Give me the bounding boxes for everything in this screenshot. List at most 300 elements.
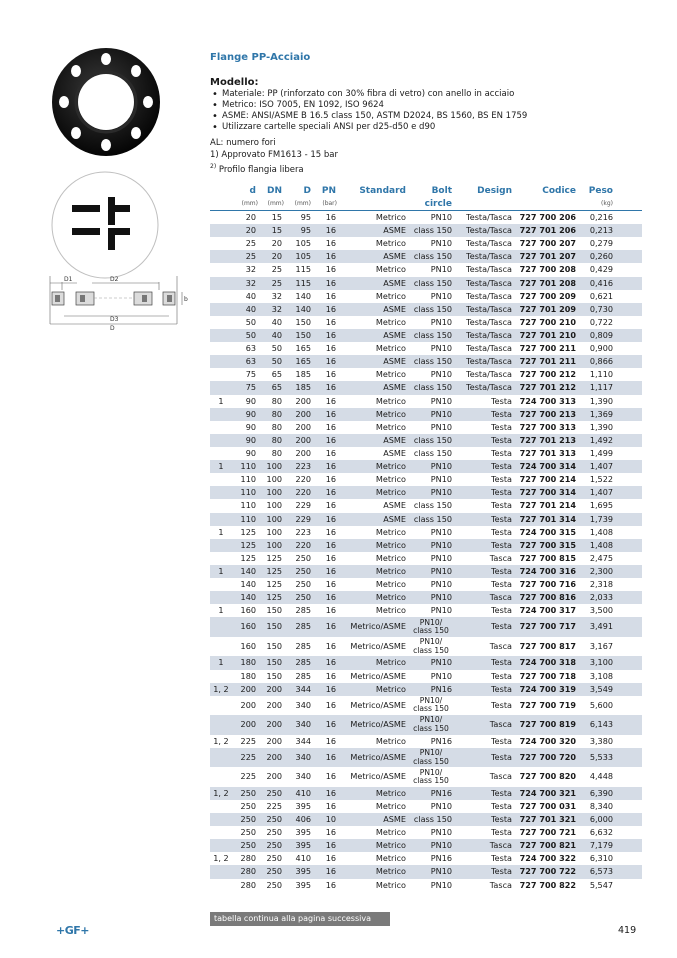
d-cell: 225 xyxy=(240,771,256,782)
header-dn: DN xyxy=(266,186,282,196)
bolt-circle-cell: PN10 xyxy=(430,212,452,222)
code-cell: 727 700 721 xyxy=(519,827,576,838)
D-cell: 150 xyxy=(295,329,311,340)
pn-cell: 16 xyxy=(325,787,336,798)
pn-cell: 16 xyxy=(325,264,336,275)
code-cell: 727 701 313 xyxy=(519,447,576,458)
standard-cell: ASME xyxy=(383,225,406,236)
design-cell: Testa xyxy=(491,670,512,681)
dn-cell: 100 xyxy=(266,539,282,550)
table-row xyxy=(210,565,642,578)
table-header xyxy=(210,186,642,200)
d-cell: 110 xyxy=(240,513,256,524)
standard-cell: Metrico xyxy=(375,461,406,472)
pn-cell: 16 xyxy=(325,343,336,354)
code-cell: 727 701 207 xyxy=(519,251,576,262)
d-cell: 50 xyxy=(245,316,256,327)
design-cell: Testa/Tasca xyxy=(466,290,512,301)
flange-dimension-drawing xyxy=(44,270,194,336)
pn-cell: 16 xyxy=(325,539,336,550)
d-cell: 75 xyxy=(245,369,256,380)
D-cell: 250 xyxy=(295,592,311,603)
bolt-circle-cell: PN10 xyxy=(430,316,452,327)
pn-cell: 16 xyxy=(325,719,336,730)
D-cell: 229 xyxy=(295,500,311,511)
standard-cell: Metrico/ASME xyxy=(350,699,406,710)
table-row xyxy=(210,787,642,800)
pn-cell: 16 xyxy=(325,879,336,890)
bolt-circle-cell: PN10/ class 150 xyxy=(413,748,449,766)
weight-cell: 1,110 xyxy=(589,369,613,380)
header-bolt-circle: circle xyxy=(424,199,452,209)
D-cell: 340 xyxy=(295,719,311,730)
weight-cell: 0,260 xyxy=(589,251,613,262)
D-cell: 200 xyxy=(295,447,311,458)
code-cell: 724 700 315 xyxy=(519,526,576,537)
pn-cell: 16 xyxy=(325,670,336,681)
D-cell: 340 xyxy=(295,771,311,782)
dn-cell: 125 xyxy=(266,579,282,590)
bolt-circle-cell: PN10 xyxy=(430,657,452,668)
standard-cell: ASME xyxy=(383,277,406,288)
weight-cell: 6,310 xyxy=(589,853,613,864)
code-cell: 727 700 212 xyxy=(519,369,576,380)
standard-cell: ASME xyxy=(383,303,406,314)
dn-cell: 65 xyxy=(271,382,282,393)
d-cell: 250 xyxy=(240,827,256,838)
D-cell: 395 xyxy=(295,866,311,877)
dn-cell: 250 xyxy=(266,814,282,825)
code-cell: 724 700 318 xyxy=(519,657,576,668)
weight-cell: 1,390 xyxy=(589,421,613,432)
weight-cell: 3,100 xyxy=(589,657,613,668)
design-cell: Testa xyxy=(491,487,512,498)
bolt-circle-cell: PN10 xyxy=(430,552,452,563)
weight-cell: 3,167 xyxy=(589,640,613,651)
dn-cell: 150 xyxy=(266,640,282,651)
design-cell: Testa xyxy=(491,735,512,746)
weight-cell: 6,000 xyxy=(589,814,613,825)
bolt-circle-cell: PN16 xyxy=(430,683,452,694)
dn-cell: 40 xyxy=(271,316,282,327)
notes xyxy=(210,138,338,176)
dn-cell: 200 xyxy=(266,735,282,746)
table-row xyxy=(210,670,642,683)
bolt-circle-cell: class 150 xyxy=(413,277,452,288)
D-cell: 285 xyxy=(295,621,311,632)
pn-cell: 16 xyxy=(325,827,336,838)
bolt-circle-cell: PN10/ class 150 xyxy=(413,695,449,714)
weight-cell: 6,390 xyxy=(589,787,613,798)
D-cell: 115 xyxy=(295,277,311,288)
table-row xyxy=(210,839,642,852)
header-D: D xyxy=(303,186,311,196)
D-cell: 165 xyxy=(295,356,311,367)
d-cell: 75 xyxy=(245,382,256,393)
design-cell: Testa xyxy=(491,461,512,472)
code-cell: 724 700 314 xyxy=(519,461,576,472)
table-row xyxy=(210,852,642,865)
d-cell: 125 xyxy=(240,526,256,537)
header-d: d xyxy=(249,186,256,196)
pn-cell: 16 xyxy=(325,290,336,301)
weight-cell: 0,866 xyxy=(589,356,613,367)
table-row xyxy=(210,499,642,512)
d-cell: 32 xyxy=(245,277,256,288)
D-cell: 223 xyxy=(295,526,311,537)
pn-cell: 16 xyxy=(325,579,336,590)
d-cell: 180 xyxy=(240,657,256,668)
design-cell: Testa xyxy=(491,683,512,694)
table-row xyxy=(210,715,642,735)
d-label: D xyxy=(110,325,115,332)
d-cell: 125 xyxy=(240,552,256,563)
d3-label: D3 xyxy=(110,316,119,323)
bolt-circle-cell: PN10/ class 150 xyxy=(413,767,449,786)
dn-cell: 100 xyxy=(266,461,282,472)
code-cell: 724 700 313 xyxy=(519,395,576,406)
pn-cell: 16 xyxy=(325,526,336,537)
note-cell: 1 xyxy=(218,605,224,616)
pn-cell: 16 xyxy=(325,277,336,288)
standard-cell: Metrico xyxy=(375,866,406,877)
table-row xyxy=(210,696,642,716)
standard-cell: ASME xyxy=(383,382,406,393)
code-cell: 727 701 206 xyxy=(519,225,576,236)
D-cell: 250 xyxy=(295,579,311,590)
weight-cell: 5,547 xyxy=(589,879,613,890)
unit-pn: (bar) xyxy=(322,200,337,207)
bolt-circle-cell: PN10 xyxy=(430,800,452,811)
dn-cell: 250 xyxy=(266,827,282,838)
note-cell: 1 xyxy=(218,461,224,472)
note-cell: 1 xyxy=(218,657,224,668)
code-cell: 727 700 214 xyxy=(519,474,576,485)
standard-cell: Metrico/ASME xyxy=(350,751,406,762)
D-cell: 200 xyxy=(295,434,311,445)
note-1: 1) Approvato FM1613 - 15 bar xyxy=(210,149,338,160)
design-cell: Tasca xyxy=(489,771,512,782)
D-cell: 185 xyxy=(295,382,311,393)
code-cell: 727 701 214 xyxy=(519,500,576,511)
table-row xyxy=(210,578,642,591)
design-cell: Testa xyxy=(491,579,512,590)
dn-cell: 100 xyxy=(266,526,282,537)
code-cell: 727 701 321 xyxy=(519,814,576,825)
d-cell: 250 xyxy=(240,840,256,851)
code-cell: 727 700 820 xyxy=(519,771,576,782)
code-cell: 727 701 213 xyxy=(519,434,576,445)
weight-cell: 1,492 xyxy=(589,434,613,445)
spec-bullet: • Utilizzare cartelle speciali ANSI per d25-d50 e d90 xyxy=(212,122,527,133)
d-cell: 90 xyxy=(245,434,256,445)
design-cell: Testa xyxy=(491,434,512,445)
design-cell: Tasca xyxy=(489,552,512,563)
d-cell: 25 xyxy=(245,251,256,262)
standard-cell: Metrico xyxy=(375,316,406,327)
pn-cell: 16 xyxy=(325,800,336,811)
code-cell: 727 700 314 xyxy=(519,487,576,498)
design-cell: Testa/Tasca xyxy=(466,343,512,354)
standard-cell: Metrico/ASME xyxy=(350,670,406,681)
weight-cell: 3,549 xyxy=(589,683,613,694)
design-cell: Testa xyxy=(491,605,512,616)
code-cell: 727 700 719 xyxy=(519,699,576,710)
note-cell: 1 xyxy=(218,565,224,576)
d-cell: 90 xyxy=(245,408,256,419)
standard-cell: Metrico/ASME xyxy=(350,640,406,651)
code-cell: 727 700 210 xyxy=(519,316,576,327)
dn-cell: 200 xyxy=(266,719,282,730)
table-row xyxy=(210,237,642,250)
weight-cell: 1,695 xyxy=(589,500,613,511)
dn-cell: 250 xyxy=(266,853,282,864)
pn-cell: 16 xyxy=(325,356,336,367)
weight-cell: 0,216 xyxy=(589,212,613,222)
d-cell: 110 xyxy=(240,487,256,498)
table-row xyxy=(210,552,642,565)
code-cell: 727 700 822 xyxy=(519,879,576,890)
D-cell: 165 xyxy=(295,343,311,354)
weight-cell: 2,300 xyxy=(589,565,613,576)
dn-cell: 225 xyxy=(266,800,282,811)
note-al: AL: numero fori xyxy=(210,138,276,148)
pn-cell: 16 xyxy=(325,751,336,762)
standard-cell: Metrico xyxy=(375,592,406,603)
pn-cell: 16 xyxy=(325,487,336,498)
bolt-circle-cell: PN10 xyxy=(430,592,452,603)
table-row xyxy=(210,656,642,669)
table-row xyxy=(210,408,642,421)
code-cell: 724 700 321 xyxy=(519,787,576,798)
weight-cell: 6,632 xyxy=(589,827,613,838)
dn-cell: 40 xyxy=(271,329,282,340)
standard-cell: Metrico xyxy=(375,264,406,275)
design-cell: Tasca xyxy=(489,719,512,730)
d-cell: 280 xyxy=(240,866,256,877)
bolt-circle-cell: PN10 xyxy=(430,605,452,616)
design-cell: Tasca xyxy=(489,592,512,603)
table-row xyxy=(210,473,642,486)
code-cell: 727 700 821 xyxy=(519,840,576,851)
dn-cell: 100 xyxy=(266,474,282,485)
weight-cell: 1,117 xyxy=(589,382,613,393)
weight-cell: 1,408 xyxy=(589,539,613,550)
pn-cell: 16 xyxy=(325,238,336,249)
weight-cell: 0,809 xyxy=(589,329,613,340)
table-row xyxy=(210,421,642,434)
design-cell: Testa xyxy=(491,539,512,550)
table-row xyxy=(210,800,642,813)
bolt-circle-cell: PN10 xyxy=(430,421,452,432)
note-cell: 1, 2 xyxy=(213,683,229,694)
header-peso: Peso xyxy=(588,186,613,196)
table-row xyxy=(210,539,642,552)
design-cell: Testa/Tasca xyxy=(466,303,512,314)
code-cell: 727 700 315 xyxy=(519,539,576,550)
pn-cell: 16 xyxy=(325,657,336,668)
d-cell: 160 xyxy=(240,621,256,632)
bolt-circle-cell: PN10 xyxy=(430,670,452,681)
bolt-circle-cell: PN10 xyxy=(430,461,452,472)
D-cell: 250 xyxy=(295,565,311,576)
model-heading: Modello: xyxy=(210,77,259,88)
bolt-circle-cell: class 150 xyxy=(413,814,452,825)
design-cell: Testa xyxy=(491,853,512,864)
standard-cell: Metrico xyxy=(375,408,406,419)
note-cell: 1, 2 xyxy=(213,735,229,746)
d-cell: 140 xyxy=(240,579,256,590)
d-cell: 225 xyxy=(240,751,256,762)
design-cell: Testa xyxy=(491,408,512,419)
D-cell: 340 xyxy=(295,699,311,710)
dn-cell: 250 xyxy=(266,840,282,851)
dn-cell: 150 xyxy=(266,621,282,632)
table-row xyxy=(210,813,642,826)
pn-cell: 10 xyxy=(325,814,336,825)
dn-cell: 150 xyxy=(266,605,282,616)
d-cell: 63 xyxy=(245,343,256,354)
design-cell: Testa xyxy=(491,814,512,825)
D-cell: 285 xyxy=(295,605,311,616)
design-cell: Testa xyxy=(491,513,512,524)
pn-cell: 16 xyxy=(325,840,336,851)
table-row xyxy=(210,637,642,657)
pn-cell: 16 xyxy=(325,461,336,472)
gf-logo: +GF+ xyxy=(56,924,89,937)
bolt-circle-cell: class 150 xyxy=(413,447,452,458)
bolt-circle-cell: class 150 xyxy=(413,382,452,393)
code-cell: 727 700 816 xyxy=(519,592,576,603)
standard-cell: ASME xyxy=(383,356,406,367)
bolt-circle-cell: PN10 xyxy=(430,395,452,406)
table-row xyxy=(210,748,642,768)
standard-cell: ASME xyxy=(383,434,406,445)
dn-cell: 32 xyxy=(271,290,282,301)
standard-cell: Metrico xyxy=(375,487,406,498)
weight-cell: 6,573 xyxy=(589,866,613,877)
weight-cell: 1,499 xyxy=(589,447,613,458)
d-cell: 25 xyxy=(245,238,256,249)
D-cell: 406 xyxy=(295,814,311,825)
code-cell: 727 701 211 xyxy=(519,356,576,367)
standard-cell: Metrico xyxy=(375,539,406,550)
pn-cell: 16 xyxy=(325,395,336,406)
bolt-circle-cell: PN16 xyxy=(430,787,452,798)
code-cell: 727 700 717 xyxy=(519,621,576,632)
standard-cell: Metrico xyxy=(375,421,406,432)
d-cell: 40 xyxy=(245,303,256,314)
D-cell: 220 xyxy=(295,539,311,550)
bolt-circle-cell: PN16 xyxy=(430,735,452,746)
pn-cell: 16 xyxy=(325,735,336,746)
weight-cell: 1,739 xyxy=(589,513,613,524)
header-codice: Codice xyxy=(542,186,576,196)
standard-cell: ASME xyxy=(383,500,406,511)
dn-cell: 15 xyxy=(271,225,282,236)
D-cell: 140 xyxy=(295,290,311,301)
table-row xyxy=(210,826,642,839)
D-cell: 105 xyxy=(295,238,311,249)
pn-cell: 16 xyxy=(325,866,336,877)
dn-cell: 80 xyxy=(271,434,282,445)
d-cell: 250 xyxy=(240,787,256,798)
table-row xyxy=(210,526,642,539)
standard-cell: Metrico xyxy=(375,853,406,864)
d-cell: 20 xyxy=(245,225,256,236)
dn-cell: 25 xyxy=(271,264,282,275)
bolt-circle-cell: PN10 xyxy=(430,264,452,275)
weight-cell: 0,213 xyxy=(589,225,613,236)
table-row xyxy=(210,879,642,892)
design-cell: Tasca xyxy=(489,879,512,890)
bolt-circle-cell: PN10 xyxy=(430,827,452,838)
dn-cell: 80 xyxy=(271,395,282,406)
d-cell: 63 xyxy=(245,356,256,367)
d-cell: 160 xyxy=(240,640,256,651)
dn-cell: 100 xyxy=(266,500,282,511)
page-number: 419 xyxy=(618,925,637,936)
standard-cell: Metrico xyxy=(375,827,406,838)
dn-cell: 250 xyxy=(266,787,282,798)
code-cell: 727 700 207 xyxy=(519,238,576,249)
d-cell: 140 xyxy=(240,592,256,603)
d-cell: 110 xyxy=(240,461,256,472)
standard-cell: Metrico xyxy=(375,474,406,485)
code-cell: 727 700 718 xyxy=(519,670,576,681)
dn-cell: 50 xyxy=(271,343,282,354)
weight-cell: 0,900 xyxy=(589,343,613,354)
table-row xyxy=(210,486,642,499)
d-cell: 110 xyxy=(240,500,256,511)
D-cell: 115 xyxy=(295,264,311,275)
design-cell: Testa/Tasca xyxy=(466,316,512,327)
d-cell: 250 xyxy=(240,800,256,811)
pn-cell: 16 xyxy=(325,421,336,432)
pn-cell: 16 xyxy=(325,225,336,236)
table-row xyxy=(210,329,642,342)
weight-cell: 3,500 xyxy=(589,605,613,616)
pn-cell: 16 xyxy=(325,605,336,616)
table-row xyxy=(210,211,642,224)
pn-cell: 16 xyxy=(325,565,336,576)
design-cell: Testa/Tasca xyxy=(466,369,512,380)
dn-cell: 150 xyxy=(266,670,282,681)
table-row xyxy=(210,460,642,473)
table-row xyxy=(210,513,642,526)
table-row xyxy=(210,591,642,604)
D-cell: 410 xyxy=(295,853,311,864)
D-cell: 229 xyxy=(295,513,311,524)
table-row xyxy=(210,263,642,276)
table-row xyxy=(210,316,642,329)
D-cell: 95 xyxy=(300,212,311,222)
bolt-circle-cell: PN10 xyxy=(430,866,452,877)
code-cell: 724 700 316 xyxy=(519,565,576,576)
d-cell: 200 xyxy=(240,683,256,694)
dn-cell: 15 xyxy=(271,212,282,222)
D-cell: 140 xyxy=(295,303,311,314)
D-cell: 285 xyxy=(295,657,311,668)
standard-cell: Metrico xyxy=(375,787,406,798)
D-cell: 340 xyxy=(295,751,311,762)
note-cell: 1, 2 xyxy=(213,787,229,798)
design-cell: Testa xyxy=(491,699,512,710)
code-cell: 727 700 209 xyxy=(519,290,576,301)
dn-cell: 80 xyxy=(271,421,282,432)
dn-cell: 100 xyxy=(266,487,282,498)
design-cell: Tasca xyxy=(489,640,512,651)
